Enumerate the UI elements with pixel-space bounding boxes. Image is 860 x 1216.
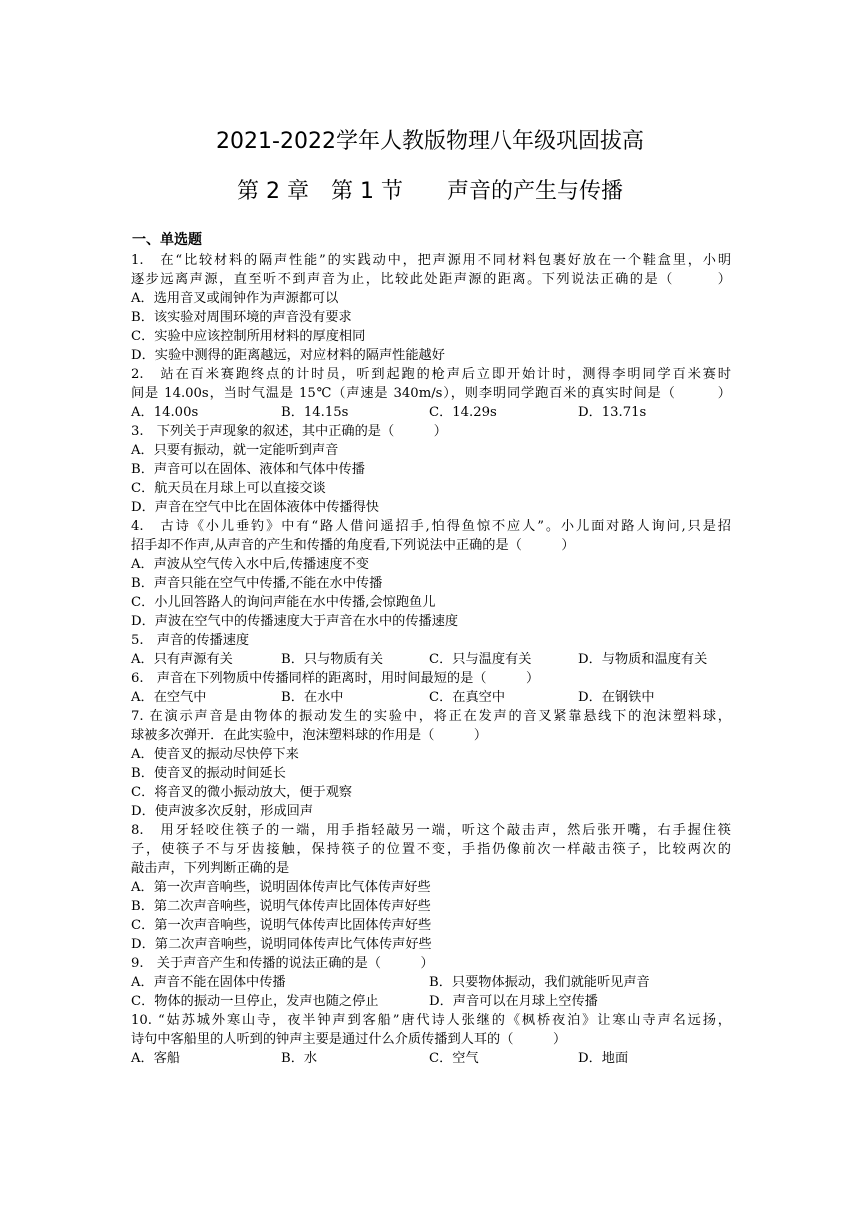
question-10-option-a: A．客船 <box>131 1051 181 1066</box>
question-6-stem: 6. 声音在下列物质中传播同样的距离时，用时间最短的是（ ） <box>131 671 540 686</box>
question-8-stem: 8. 用牙轻咬住筷子的一端，用手指轻敲另一端，听这个敲击声，然后张开嘴，右手握住筷 <box>131 823 731 838</box>
question-4-stem: 4. 古诗《小儿垂钓》中有“路人借问遥招手,怕得鱼惊不应人”。小儿面对路人询问,只是招 <box>131 519 731 534</box>
question-5-stem: 5. 声音的传播速度 <box>131 633 250 648</box>
question-8-option-d: D．第二次声音响些，说明同体传声比气体传声好些 <box>131 937 432 952</box>
question-7-option-b: B．使音叉的振动时间延长 <box>131 766 286 781</box>
question-8-stem-cont: 子，使筷子不与牙齿接触，保持筷子的位置不变，手指仍像前次一样敲击筷子，比较两次的 <box>131 842 731 857</box>
question-5-option-b: B．只与物质有关 <box>281 652 384 667</box>
question-5-option-c: C．只与温度有关 <box>429 652 532 667</box>
question-6-option-c: C．在真空中 <box>429 690 506 705</box>
question-6-option-b: B．在水中 <box>281 690 344 705</box>
question-8-option-c: C．第一次声音响些，说明气体传声比固体传声好些 <box>131 918 432 933</box>
question-4-option-a: A．声波从空气传入水中后,传播速度不变 <box>131 557 369 572</box>
question-5-option-d: D．与物质和温度有关 <box>578 652 708 667</box>
question-4-option-c: C．小儿回答路人的询问声能在水中传播,会惊跑鱼儿 <box>131 595 436 610</box>
question-3-option-b: B．声音可以在固体、液体和气体中传播 <box>131 462 365 477</box>
question-7-option-c: C．将音叉的微小振动放大，便于观察 <box>131 785 353 800</box>
question-7-option-d: D．使声波多次反射，形成回声 <box>131 804 314 819</box>
question-10-option-b: B．水 <box>281 1051 318 1066</box>
question-1-option-b: B．该实验对周围环境的声音没有要求 <box>131 310 352 325</box>
question-6-options <box>131 688 731 707</box>
question-3-option-d: D．声音在空气中比在固体液体中传播得快 <box>131 500 379 515</box>
question-3-option-c: C．航天员在月球上可以直接交谈 <box>131 481 326 496</box>
question-9-option-c: C．物体的振动一旦停止，发声也随之停止 <box>131 994 379 1009</box>
question-2-option-a: A．14.00s <box>131 405 199 420</box>
question-2-options <box>131 403 731 422</box>
question-9-stem: 9. 关于声音产生和传播的说法正确的是（ ） <box>131 956 434 971</box>
question-6-option-d: D．在钢铁中 <box>578 690 655 705</box>
question-4-option-b: B．声音只能在空气中传播,不能在水中传播 <box>131 576 383 591</box>
question-1-option-c: C．实验中应该控制所用材料的厚度相同 <box>131 329 366 344</box>
question-2-stem: 2. 站在百米赛跑终点的计时员，听到起跑的枪声后立即开始计时，测得李明同学百米赛时 <box>131 367 731 382</box>
question-10-stem-cont: 诗句中客船里的人听到的钟声主要是通过什么介质传播到人耳的（ ） <box>131 1032 567 1047</box>
question-10-options <box>131 1049 731 1068</box>
question-9-option-d: D．声音可以在月球上空传播 <box>429 994 598 1009</box>
question-3-option-a: A．只要有振动，就一定能听到声音 <box>131 443 339 458</box>
question-4-stem-cont: 招手却不作声,从声音的产生和传播的角度看,下列说法中正确的是（ ） <box>131 538 575 553</box>
question-7-stem: 7. 在演示声音是由物体的振动发生的实验中，将正在发声的音叉紧靠悬线下的泡沫塑料球， <box>131 709 731 724</box>
question-2-option-c: C．14.29s <box>429 405 497 420</box>
question-1-stem-cont: 逐步远离声源，直至听不到声音为止，比较此处距声源的距离。下列说法正确的是（ ） <box>131 272 731 287</box>
question-2-option-d: D．13.71s <box>578 405 647 420</box>
question-9-options-row-2 <box>131 992 731 1011</box>
section-heading: 一、单选题 <box>132 232 202 248</box>
question-9-option-b: B．只要物体振动，我们就能听见声音 <box>429 975 650 990</box>
question-10-stem: 10. “姑苏城外寒山寺，夜半钟声到客船”唐代诗人张继的《枫桥夜泊》让寒山寺声名远扬， <box>131 1013 731 1028</box>
question-8-option-b: B．第二次声音响些，说明气体传声比固体传声好些 <box>131 899 431 914</box>
question-6-option-a: A．在空气中 <box>131 690 207 705</box>
question-7-stem-cont: 球被多次弹开．在此实验中，泡沫塑料球的作用是（ ） <box>131 728 488 743</box>
question-5-option-a: A．只有声源有关 <box>131 652 233 667</box>
question-1-option-a: A．选用音叉或闹钟作为声源都可以 <box>131 291 339 306</box>
question-10-option-d: D．地面 <box>578 1051 629 1066</box>
question-4-option-d: D．声波在空气中的传播速度大于声音在水中的传播速度 <box>131 614 459 629</box>
question-8-stem-cont-2: 敲击声，下列判断正确的是 <box>131 861 290 876</box>
question-8-option-a: A．第一次声音响些，说明固体传声比气体传声好些 <box>131 880 431 895</box>
question-9-options-row-1 <box>131 973 731 992</box>
document-title: 2021-2022学年人教版物理八年级巩固拔高 <box>216 129 644 154</box>
question-7-option-a: A．使音叉的振动尽快停下来 <box>131 747 299 762</box>
question-2-stem-cont: 间是 14.00s，当时气温是 15℃（声速是 340m/s），则李明同学跑百米的真实时间是（ ） <box>131 386 731 401</box>
question-1-option-d: D．实验中测得的距离越远，对应材料的隔声性能越好 <box>131 348 445 363</box>
document-subtitle: 第 2 章 第 1 节 声音的产生与传播 <box>237 179 623 204</box>
question-10-option-c: C．空气 <box>429 1051 479 1066</box>
question-2-option-b: B．14.15s <box>281 405 349 420</box>
question-5-options <box>131 650 731 669</box>
question-1-stem: 1. 在“比较材料的隔声性能”的实践动中，把声源用不同材料包裹好放在一个鞋盒里，小明 <box>131 253 731 268</box>
question-9-option-a: A．声音不能在固体中传播 <box>131 975 286 990</box>
question-3-stem: 3. 下列关于声现象的叙述，其中正确的是（ ） <box>131 424 447 439</box>
